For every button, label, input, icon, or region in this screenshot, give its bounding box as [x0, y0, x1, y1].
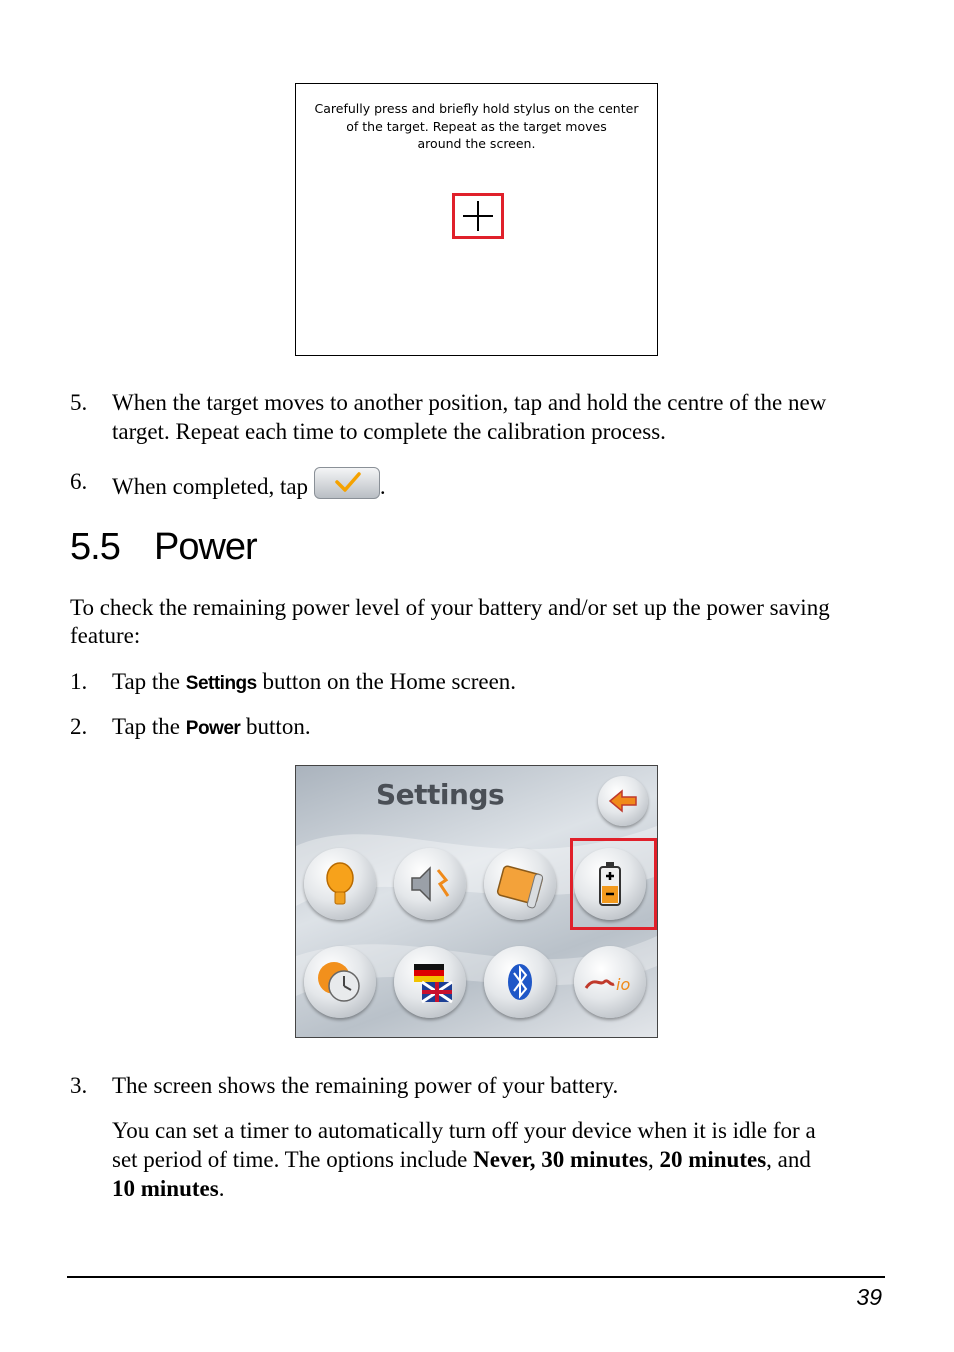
svg-text:io: io [616, 975, 631, 994]
timer-line-3 [112, 1174, 892, 1203]
intro-line-2: feature: [70, 623, 141, 648]
calibration-line-2: of the target. Repeat as the target moves [346, 118, 607, 134]
timer-end: . [218, 1176, 225, 1201]
volume-button[interactable] [394, 848, 466, 920]
power-step-2-number: 2. [70, 714, 88, 739]
page-number: 39 [856, 1284, 882, 1310]
step-6-number: 6. [70, 469, 88, 494]
calibration-line-3: around the screen. [417, 136, 536, 151]
language-button[interactable] [394, 946, 466, 1018]
settings-button-label: Settings [185, 673, 257, 694]
calibration-screenshot [295, 83, 658, 356]
screen-icon [484, 848, 556, 920]
timer-line-2 [112, 1145, 892, 1174]
option-never-30: Never, 30 minutes [473, 1147, 648, 1172]
step-6-text [112, 467, 892, 501]
power-step-1-before: Tap the [112, 669, 186, 694]
power-step-1-after: button on the Home screen. [256, 669, 517, 694]
timer-paragraph [112, 1116, 892, 1203]
crosshair-icon[interactable] [463, 201, 493, 231]
step-6-after: . [379, 474, 386, 499]
time-icon [304, 946, 376, 1018]
back-arrow-icon [598, 776, 648, 826]
footer-rule [67, 1276, 885, 1278]
bluetooth-button[interactable] [484, 946, 556, 1018]
settings-title: Settings [376, 778, 505, 811]
timer-line-2-before: set period of time. The options include [112, 1147, 474, 1172]
calibration-line-1: Carefully press and briefly hold stylus on the center [314, 101, 639, 116]
sep-2: , and [766, 1147, 811, 1172]
mio-logo-icon [574, 946, 646, 1018]
backlight-button[interactable] [304, 848, 376, 920]
section-number: 5.5 [70, 526, 120, 568]
power-button-highlight [570, 838, 657, 930]
bluetooth-icon [484, 946, 556, 1018]
section-title: Power [154, 526, 257, 568]
option-20: 20 minutes [659, 1147, 767, 1172]
step-6-before: When completed, tap [112, 474, 314, 499]
step-5-line-1: When the target moves to another position, tap and hold the centre of the new [112, 390, 827, 415]
time-button[interactable] [304, 946, 376, 1018]
checkmark-icon [315, 468, 379, 498]
language-icon [394, 946, 466, 1018]
power-step-2-text [112, 712, 892, 743]
section-heading [70, 526, 257, 569]
power-step-2-before: Tap the [112, 714, 186, 739]
sep-1: , [647, 1147, 660, 1172]
power-step-1-text [112, 667, 892, 698]
screen-button[interactable] [484, 848, 556, 920]
intro-line-1: To check the remaining power level of your battery and/or set up the power saving [70, 595, 830, 620]
timer-line-1: You can set a timer to automatically turn off your device when it is idle for a [112, 1118, 816, 1143]
volume-icon [394, 848, 466, 920]
intro-paragraph [70, 593, 900, 650]
power-button-label: Power [185, 718, 241, 739]
about-button[interactable] [574, 946, 646, 1018]
settings-screenshot [295, 765, 658, 1038]
power-step-2-after: button. [240, 714, 311, 739]
step-5-number: 5. [70, 390, 88, 415]
back-button[interactable] [598, 776, 648, 826]
power-step-1-number: 1. [70, 669, 88, 694]
calibration-instructions [296, 100, 657, 153]
step-5-text [112, 388, 892, 446]
step-5-line-2: target. Repeat each time to complete the calibration process. [112, 419, 666, 444]
ok-button[interactable] [314, 467, 380, 499]
power-step-3-text: The screen shows the remaining power of your battery. [112, 1073, 619, 1098]
power-step-3-number: 3. [70, 1073, 88, 1098]
backlight-icon [304, 848, 376, 920]
option-10: 10 minutes [112, 1176, 219, 1201]
